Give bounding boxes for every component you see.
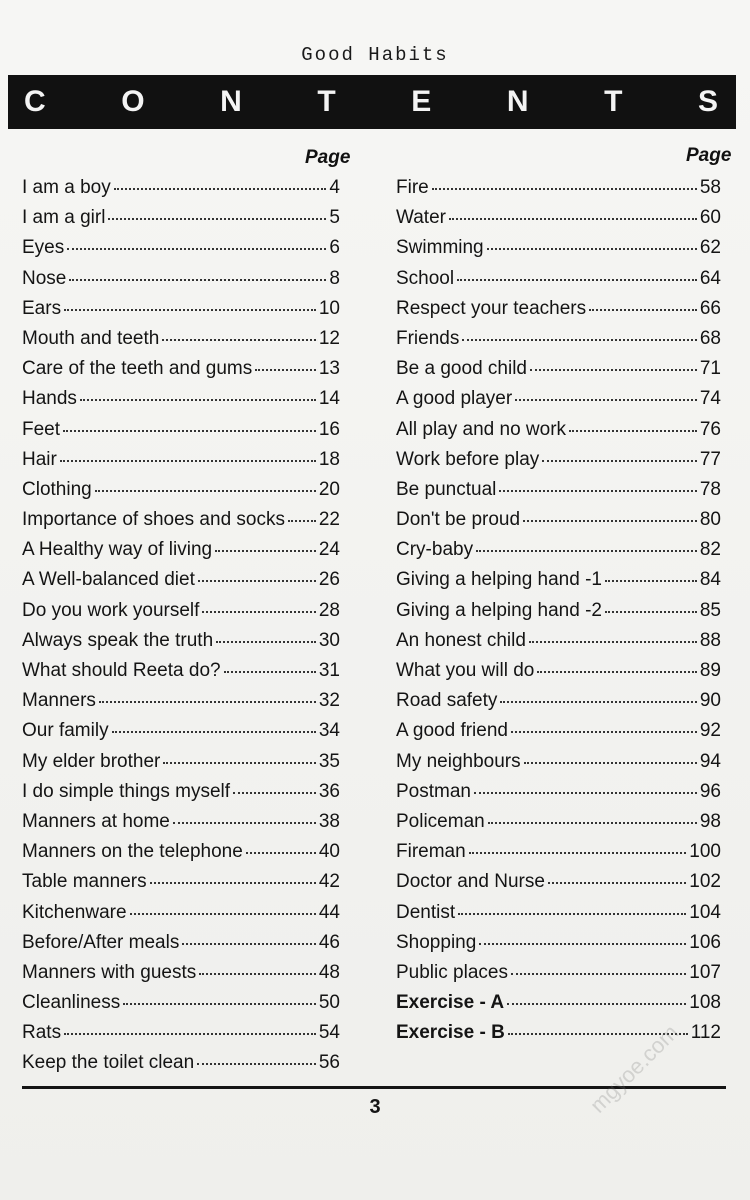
toc-entry: [396, 867, 721, 897]
toc-entry-page: 30: [318, 629, 340, 651]
toc-leader-dots: [487, 230, 697, 250]
toc-leader-dots: [224, 653, 316, 673]
toc-entry-page: 50: [318, 992, 340, 1014]
toc-leader-dots: [67, 230, 326, 250]
toc-entry-title: Rats: [22, 1022, 62, 1044]
toc-leader-dots: [499, 472, 697, 492]
toc-entry-page: 98: [699, 810, 721, 832]
toc-entry-page: 42: [318, 871, 340, 893]
toc-entry-title: Clothing: [22, 478, 92, 500]
toc-leader-dots: [69, 261, 326, 281]
toc-entry-title: Importance of shoes and socks: [22, 509, 285, 531]
toc-entry-page: 104: [689, 901, 721, 923]
toc-entry-page: 56: [318, 1052, 340, 1074]
toc-entry: [396, 565, 721, 595]
banner-letter: T: [604, 85, 623, 118]
toc-entry: [396, 716, 721, 746]
toc-entry: [396, 988, 721, 1018]
right-page-heading: Page: [686, 145, 732, 166]
toc-leader-dots: [479, 925, 686, 945]
toc-entry: [396, 928, 721, 958]
toc-entry-page: 94: [699, 750, 721, 772]
toc-entry-title: Manners: [22, 690, 96, 712]
toc-entry-page: 5: [329, 207, 340, 229]
toc-leader-dots: [80, 381, 316, 401]
toc-entry: [396, 535, 721, 565]
toc-entry-page: 20: [318, 478, 340, 500]
toc-entry: [22, 747, 340, 777]
toc-leader-dots: [108, 200, 326, 220]
toc-entry-page: 89: [699, 660, 721, 681]
toc-leader-dots: [216, 623, 316, 643]
toc-entry-title: Respect your teachers: [396, 297, 587, 319]
toc-entry-page: 90: [699, 690, 721, 712]
toc-entry-page: 28: [318, 599, 340, 621]
toc-entry-title: Swimming: [396, 237, 484, 259]
toc-leader-dots: [246, 834, 316, 854]
toc-leader-dots: [114, 170, 327, 190]
banner-letter: N: [506, 85, 529, 118]
toc-entry-page: 80: [699, 509, 721, 531]
toc-entry: [22, 535, 340, 565]
toc-leader-dots: [64, 291, 316, 311]
toc-entry-page: 16: [318, 418, 340, 440]
toc-leader-dots: [233, 774, 316, 794]
toc-entry-page: 8: [329, 267, 340, 289]
banner-letter: E: [411, 85, 432, 118]
toc-entry: [22, 958, 340, 988]
toc-entry-title: Cry-baby: [396, 539, 474, 561]
toc-entry-title: Always speak the truth: [22, 629, 214, 651]
toc-entry-page: 18: [318, 448, 340, 470]
toc-entry-title: My elder brother: [22, 750, 161, 772]
toc-entry-page: 58: [699, 177, 721, 198]
toc-entry-page: 88: [699, 629, 721, 651]
toc-entry: [396, 324, 721, 354]
contents-banner: [8, 75, 736, 129]
toc-leader-dots: [173, 804, 316, 824]
toc-entry: [396, 264, 721, 294]
toc-entry: [396, 475, 721, 505]
toc-right-column: [396, 173, 721, 1048]
toc-entry-title: Table manners: [22, 871, 147, 893]
toc-entry-title: Eyes: [22, 237, 65, 259]
toc-entry-page: 38: [318, 810, 340, 832]
toc-entry-title: All play and no work: [396, 418, 567, 440]
toc-entry-title: Ears: [22, 297, 62, 319]
toc-entry-title: Keep the toilet clean: [22, 1052, 195, 1074]
toc-entry-title: Before/After meals: [22, 931, 180, 953]
toc-entry-page: 96: [699, 780, 721, 802]
left-page-heading: Page: [305, 147, 351, 168]
toc-entry: [396, 415, 721, 445]
toc-entry-title: A good friend: [396, 720, 508, 742]
toc-entry-page: 36: [318, 780, 340, 802]
toc-entry: [22, 988, 340, 1018]
toc-leader-dots: [476, 532, 697, 552]
toc-entry: [22, 1018, 340, 1048]
toc-entry-title: Be a good child: [396, 358, 527, 380]
toc-leader-dots: [99, 683, 316, 703]
toc-entry-title: Public places: [396, 961, 508, 983]
toc-entry: [22, 264, 340, 294]
toc-entry: [22, 173, 340, 203]
toc-leader-dots: [112, 713, 316, 733]
toc-leader-dots: [197, 1045, 316, 1065]
toc-leader-dots: [548, 864, 686, 884]
toc-entry-page: 71: [699, 358, 721, 380]
toc-entry-page: 85: [699, 599, 721, 621]
toc-entry: [22, 777, 340, 807]
toc-entry: [22, 837, 340, 867]
toc-entry-page: 6: [329, 237, 340, 259]
toc-entry-title: I am a boy: [22, 177, 111, 198]
toc-entry-page: 46: [318, 931, 340, 953]
toc-entry-title: School: [396, 267, 455, 289]
toc-entry-page: 82: [699, 539, 721, 561]
banner-letter: N: [220, 85, 242, 118]
toc-leader-dots: [469, 834, 687, 854]
toc-entry-title: Shopping: [396, 931, 477, 953]
toc-entry: [396, 354, 721, 384]
toc-entry-page: 14: [318, 388, 340, 410]
toc-entry-page: 34: [318, 720, 340, 742]
toc-entry: [396, 505, 721, 535]
toc-entry-title: Fireman: [396, 841, 466, 863]
toc-leader-dots: [474, 774, 697, 794]
toc-entry-page: 44: [318, 901, 340, 923]
toc-entry-title: I am a girl: [22, 207, 106, 229]
toc-leader-dots: [63, 412, 316, 432]
toc-left-column: [22, 173, 340, 1079]
toc-entry-page: 78: [699, 478, 721, 500]
toc-leader-dots: [198, 562, 316, 582]
toc-entry-title: Doctor and Nurse: [396, 871, 545, 893]
toc-entry-title: Our family: [22, 720, 109, 742]
toc-entry-page: 102: [689, 871, 721, 893]
toc-entry-page: 77: [699, 448, 721, 470]
toc-leader-dots: [569, 412, 697, 432]
toc-leader-dots: [524, 744, 697, 764]
toc-entry: [396, 203, 721, 233]
toc-entry: [396, 233, 721, 263]
toc-entry-title: What you will do: [396, 660, 535, 681]
toc-entry: [396, 384, 721, 414]
toc-entry-page: 26: [318, 569, 340, 591]
toc-leader-dots: [458, 895, 686, 915]
toc-leader-dots: [605, 562, 697, 582]
toc-entry-page: 35: [318, 750, 340, 772]
toc-leader-dots: [60, 442, 316, 462]
toc-leader-dots: [182, 925, 316, 945]
toc-entry: [22, 294, 340, 324]
toc-entry-page: 84: [699, 569, 721, 591]
toc-leader-dots: [202, 593, 315, 613]
toc-leader-dots: [95, 472, 316, 492]
toc-entry-page: 24: [318, 539, 340, 561]
toc-entry-page: 68: [699, 327, 721, 349]
toc-entry: [22, 233, 340, 263]
toc-leader-dots: [589, 291, 697, 311]
toc-entry: [22, 445, 340, 475]
toc-entry-page: 54: [318, 1022, 340, 1044]
toc-leader-dots: [500, 683, 696, 703]
toc-entry-page: 22: [318, 509, 340, 531]
toc-entry-title: Giving a helping hand -1: [396, 569, 602, 591]
toc-entry: [22, 656, 340, 686]
toc-entry: [22, 505, 340, 535]
toc-entry-title: Work before play: [396, 448, 540, 470]
toc-entry-title: Mouth and teeth: [22, 327, 160, 349]
toc-entry: [22, 565, 340, 595]
toc-entry-title: Feet: [22, 418, 61, 440]
toc-entry-title: A good player: [396, 388, 513, 410]
toc-leader-dots: [123, 985, 316, 1005]
toc-entry-title: Manners with guests: [22, 961, 197, 983]
toc-entry: [396, 656, 721, 686]
toc-entry-page: 4: [329, 177, 340, 198]
toc-entry-page: 60: [699, 207, 721, 229]
toc-entry: [22, 686, 340, 716]
banner-letter: O: [121, 85, 145, 118]
toc-entry-title: Road safety: [396, 690, 498, 712]
toc-entry-page: 66: [699, 297, 721, 319]
toc-entry-title: Giving a helping hand -2: [396, 599, 602, 621]
toc-entry-page: 12: [318, 327, 340, 349]
toc-entry: [22, 626, 340, 656]
toc-entry: [396, 837, 721, 867]
watermark: mgyoe.com: [585, 1019, 684, 1118]
toc-leader-dots: [523, 502, 697, 522]
toc-entry-title: Dentist: [396, 901, 456, 923]
toc-entry-title: Don't be proud: [396, 509, 521, 531]
toc-leader-dots: [163, 744, 316, 764]
toc-entry: [396, 807, 721, 837]
toc-entry-page: 40: [318, 841, 340, 863]
toc-leader-dots: [605, 593, 697, 613]
toc-entry-title: Policeman: [396, 810, 485, 832]
toc-entry: [22, 928, 340, 958]
toc-leader-dots: [515, 381, 697, 401]
toc-entry-title: What should Reeta do?: [22, 660, 221, 681]
toc-entry: [396, 898, 721, 928]
toc-entry: [22, 475, 340, 505]
toc-entry: [22, 898, 340, 928]
toc-entry: [396, 777, 721, 807]
toc-entry-title: My neighbours: [396, 750, 521, 772]
toc-entry-title: Water: [396, 207, 446, 229]
toc-entry: [22, 354, 340, 384]
banner-letter: T: [317, 85, 336, 118]
toc-entry: [396, 686, 721, 716]
toc-leader-dots: [511, 713, 697, 733]
toc-leader-dots: [449, 200, 697, 220]
toc-leader-dots: [507, 985, 686, 1005]
toc-entry-title: Hair: [22, 448, 57, 470]
toc-entry-title: Kitchenware: [22, 901, 127, 923]
toc-leader-dots: [64, 1015, 316, 1035]
toc-entry-title: Manners on the telephone: [22, 841, 243, 863]
toc-leader-dots: [255, 351, 316, 371]
toc-entry-title: Friends: [396, 327, 460, 349]
toc-entry-title: Manners at home: [22, 810, 170, 832]
toc-entry: [396, 445, 721, 475]
toc-entry: [22, 867, 340, 897]
toc-leader-dots: [537, 653, 697, 673]
toc-entry-page: 32: [318, 690, 340, 712]
toc-entry-title: I do simple things myself: [22, 780, 231, 802]
toc-entry-title: Postman: [396, 780, 471, 802]
banner-letter: S: [697, 85, 718, 118]
toc-entry: [396, 958, 721, 988]
toc-entry-page: 106: [689, 931, 721, 953]
toc-entry-page: 107: [689, 961, 721, 983]
toc-entry-title: Be punctual: [396, 478, 497, 500]
toc-leader-dots: [215, 532, 316, 552]
toc-entry: [22, 384, 340, 414]
toc-entry-title: Nose: [22, 267, 67, 289]
toc-leader-dots: [488, 804, 697, 824]
toc-entry-title: Exercise - B: [396, 1022, 505, 1044]
toc-leader-dots: [462, 321, 697, 341]
toc-entry: [396, 294, 721, 324]
toc-entry-title: Fire: [396, 177, 429, 198]
toc-entry: [22, 415, 340, 445]
toc-entry-page: 64: [699, 267, 721, 289]
toc-entry-title: A Well-balanced diet: [22, 569, 195, 591]
toc-entry: [22, 807, 340, 837]
toc-leader-dots: [162, 321, 316, 341]
toc-entry-page: 108: [689, 992, 721, 1014]
toc-entry-page: 92: [699, 720, 721, 742]
toc-leader-dots: [288, 502, 316, 522]
toc-entry: [396, 747, 721, 777]
toc-entry: [22, 203, 340, 233]
book-title: Good Habits: [301, 44, 449, 66]
toc-entry-page: 10: [318, 297, 340, 319]
page-number: 3: [369, 1096, 381, 1118]
toc-entry: [22, 1048, 340, 1078]
toc-leader-dots: [130, 895, 316, 915]
toc-entry-page: 62: [699, 237, 721, 259]
toc-entry-page: 13: [318, 358, 340, 380]
toc-entry-page: 76: [699, 418, 721, 440]
toc-entry-page: 74: [699, 388, 721, 410]
toc-leader-dots: [542, 442, 697, 462]
toc-leader-dots: [529, 623, 697, 643]
toc-leader-dots: [530, 351, 697, 371]
banner-letter: C: [24, 85, 46, 118]
toc-leader-dots: [511, 955, 686, 975]
toc-entry: [22, 716, 340, 746]
toc-leader-dots: [457, 261, 697, 281]
toc-entry-title: An honest child: [396, 629, 526, 651]
toc-entry-title: A Healthy way of living: [22, 539, 213, 561]
toc-entry-page: 31: [318, 660, 340, 681]
toc-entry-page: 112: [690, 1022, 721, 1044]
toc-leader-dots: [150, 864, 316, 884]
toc-entry: [396, 596, 721, 626]
toc-entry-title: Cleanliness: [22, 992, 121, 1014]
toc-entry: [396, 626, 721, 656]
toc-leader-dots: [432, 170, 697, 190]
toc-entry-page: 100: [689, 841, 721, 863]
toc-leader-dots: [199, 955, 316, 975]
toc-entry-title: Exercise - A: [396, 992, 505, 1014]
toc-entry-title: Hands: [22, 388, 77, 410]
toc-entry-title: Care of the teeth and gums: [22, 358, 253, 380]
toc-entry-title: Do you work yourself: [22, 599, 200, 621]
toc-entry-page: 48: [318, 961, 340, 983]
toc-entry: [22, 596, 340, 626]
toc-entry: [396, 173, 721, 203]
toc-entry: [22, 324, 340, 354]
